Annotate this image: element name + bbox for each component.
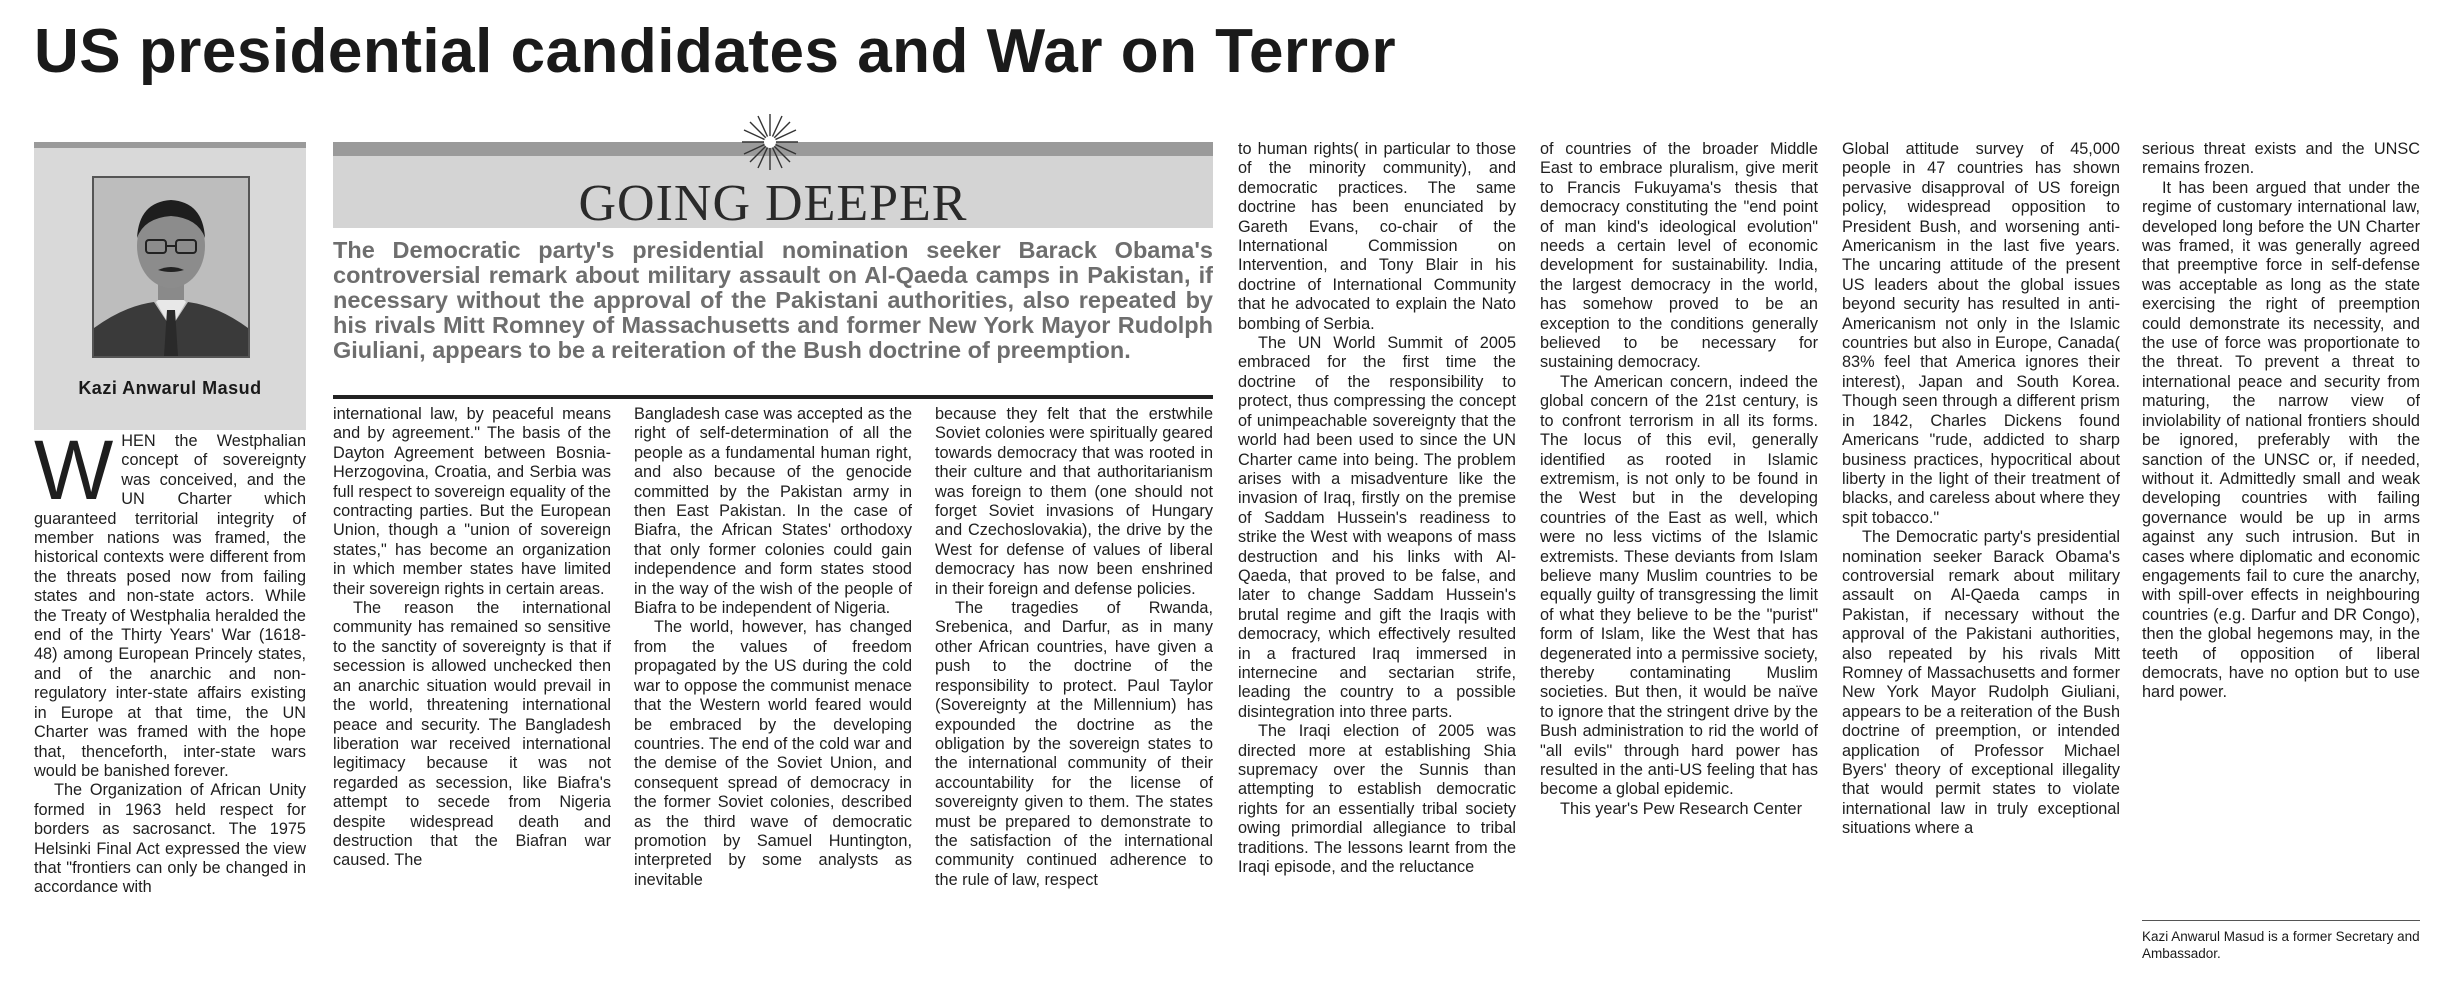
paragraph: The world, however, has changed from the values of freedom propagated by the US during the cold war to oppose the communist menace that the Western world feared would be embraced by the developing countries. The end of the cold war and the demise of the Soviet Union, and consequent spread of democracy in the former Soviet colonies, described as the third wave of democratic promotion by Samuel Huntington, interpreted by some analysts as inevitable	[634, 618, 912, 889]
paragraph: Bangladesh case was accepted as the right of self-determination of all the people as a fundamental human right, and also because of the genocide committed by the Pakistan army in then East Pakistan. In the case of Biafra, the African States' orthodoxy that only former colonies could gain independence and form states stood in the way of the wish of the people of Biafra to be independent of Nigeria.	[634, 405, 912, 618]
article-column-4	[935, 405, 1213, 999]
intro-summary: The Democratic party's presidential nomination seeker Barack Obama's controversial remark about military assault on Al-Qaeda camps in Pakistan, if necessary without the approval of the Pakistani authorities, also repeated by his rivals Mitt Romney of Massachusetts and former New York Mayor Rudolph Giuliani, appears to be a reiteration of the Bush doctrine of preemption.	[333, 237, 1213, 363]
paragraph: of countries of the broader Middle East to embrace pluralism, give merit to Francis Fukuyama's thesis that democracy constituting the "end point of man kind's ideological evolution" needs a certain level of economic development for sustainability. India, the largest democracy in the world, has somehow proved to be an exception to the conditions generally believed to be necessary for sustaining democracy.	[1540, 140, 1818, 372]
paragraph: HEN the Westphalian concept of sovereignty was conceived, and the UN Charter which guaranteed territorial integrity of member nations was framed, the historical contexts were different from the threats posed now from failing states and non-state actors. While the Treaty of Westphalia heralded the end of the Thirty Years' War (1618-48) among European Princely states, and of the anarchic and non-regulatory inter-state affairs existing in Europe at that time, the UN Charter was framed with the hope that, thenceforth, inter-state wars would be banished forever.	[34, 432, 306, 780]
article-column-6	[1540, 140, 1818, 999]
article-column-8	[2142, 140, 2420, 920]
article-column-5	[1238, 140, 1516, 999]
paragraph: serious threat exists and the UNSC remains frozen.	[2142, 140, 2420, 178]
article-column-7	[1842, 140, 2120, 999]
author-photo	[92, 176, 250, 358]
paragraph: because they felt that the erstwhile Soviet colonies were spiritually geared towards democracy that was rooted in their culture and that authoritarianism was foreign to them (one should not forget Soviet invasions of Hungary and Czechoslovakia), the drive by the West for defense of values of liberal democracy has now been enshrined in their foreign and defense policies.	[935, 405, 1213, 598]
divider	[333, 395, 1213, 399]
author-box	[34, 142, 306, 430]
paragraph: The Organization of African Unity formed in 1963 held respect for borders as sacrosanct. The 1975 Helsinki Final Act expressed the view that "frontiers can only be changed in accordance with	[34, 781, 306, 897]
paragraph: It has been argued that under the regime of customary international law, developed long before the UN Charter was framed, it was generally agreed that preemptive force in self-defense was acceptable as long as the state exercising the right of preemption could demonstrate its necessity, and the use of force was proportionate to the threat. To prevent a threat to international peace and security from maturing, the narrow view of inviolability of national frontiers should be ignored, preferably with the sanction of the UNSC or, if needed, without it. Admittedly small and weak developing countries with failing governance would be up in arms against any such intrusion. But in cases where diplomatic and economic engagements fail to cure the anarchy, with spill-over effects in neighbouring countries (e.g. Darfur and DR Congo), then the global hegemons may, in the teeth of opposition of liberal democrats, have no option but to use hard power.	[2142, 178, 2420, 702]
author-footnote: Kazi Anwarul Masud is a former Secretary and Ambassador.	[2142, 929, 2420, 961]
paragraph: Global attitude survey of 45,000 people in 47 countries has shown pervasive disapproval of US foreign policy, widespread opposition to President Bush, and worsening anti-Americanism in the last five years. The uncaring attitude of the present US leaders about the global issues beyond security has resulted in anti-Americanism not only in the Islamic countries but also in Europe, Canada( 83% feel that America ignores their interest), Japan and South Korea. Though seen through a different prism in 1842, Charles Dickens found Americans "rude, addicted to sharp business practices, hypocritical about liberty in the light of their treatment of blacks, and careless about where they spit tobacco."	[1842, 140, 2120, 527]
author-portrait-icon	[94, 178, 248, 356]
paragraph: The American concern, indeed the global concern of the 21st century, is to confront terrorism in all its forms. The locus of this evil, generally identified as rooted in Islamic extremism, is not only to be found in the West but in the developing countries of the East as well, which were no less victims of the Islamic extremists. These deviants from Islam believe many Muslim countries to be equally guilty of transgressing the limit of what they believe to be the "purist" form of Islam, like the West that has degenerated into a permissive society, thereby contaminating Muslim societies. But then, it would be naïve to ignore that the stringent drive by the Bush administration to rid the world of "all evils" through hard power has resulted in the anti-US feeling that has become a global epidemic.	[1540, 372, 1818, 799]
author-name: Kazi Anwarul Masud	[78, 378, 262, 398]
paragraph: international law, by peaceful means and by agreement." The basis of the Dayton Agreement between Bosnia-Herzogovina, Croatia, and Serbia was full respect to sovereign equality of the contracting parties. But the European Union, though a "union of sovereign states," has become an organization in which member states have limited their sovereign rights in certain areas.	[333, 405, 611, 598]
banner-label: GOING DEEPER	[578, 175, 968, 232]
paragraph: The tragedies of Rwanda, Srebenica, and Darfur, as in many other African countries, have given a push to the doctrine of the responsibility to protect. Paul Taylor (Sovereignty at the Millennium) has expounded the doctrine as the obligation by the sovereign states to the international community of their accountability for the license of sovereignty given to them. The states must be prepared to demonstrate to the satisfaction of the international community continued adherence to the rule of law, respect	[935, 599, 1213, 889]
article-column-1	[34, 432, 306, 999]
paragraph: The Democratic party's presidential nomination seeker Barack Obama's controversial remark about military assault on Al-Qaeda camps in Pakistan, if necessary without the approval of the Pakistani authorities, also repeated by his rivals Mitt Romney of Massachusetts and former New York Mayor Rudolph Giuliani, appears to be a reiteration of the Bush doctrine of preemption, or intended application of Professor Michael Byers' theory of exceptional illegality that would permit states to violate international law in truly exceptional situations where a	[1842, 528, 2120, 838]
starburst-icon	[740, 112, 800, 172]
drop-cap: W	[34, 432, 114, 517]
article-column-3	[634, 405, 912, 999]
paragraph: The Iraqi election of 2005 was directed more at establishing Shia supremacy over the Sunnis than attempting to establish democratic rights for an essentially tribal society owing primordial allegiance to tribal traditions. The lessons learnt from the Iraqi episode, and the reluctance	[1238, 722, 1516, 877]
paragraph: The UN World Summit of 2005 embraced for the first time the doctrine of the responsibility to protect, thus compressing the concept of unimpeachable sovereignty that the world had been used to since the UN Charter came into being. The problem arises with a misadventure like the invasion of Iraq, firstly on the premise of Saddam Hussein's readiness to strike the West with weapons of mass destruction and his links with Al-Qaeda, that proved to be false, and later to change Saddam Hussein's brutal regime and gift the Iraqis with democracy, which effectively resulted in a fractured Iraq immersed in internecine and sectarian strife, leading the country to a possible disintegration into three parts.	[1238, 334, 1516, 721]
article-column-2	[333, 405, 611, 999]
paragraph: to human rights( in particular to those of the minority community), and democratic practices. The same doctrine has been enunciated by Gareth Evans, co-chair of the International Commission on Intervention, and Tony Blair in his doctrine of International Community that he advocated to explain the Nato bombing of Serbia.	[1238, 140, 1516, 333]
paragraph: The reason the international community has remained so sensitive to the sanctity of sovereignty is that if secession is allowed unchecked then an anarchic situation would prevail in the world, threatening international peace and security. The Bangladesh liberation war received international legitimacy because it was not regarded as secession, like Biafra's attempt to secede from Nigeria despite widespread death and destruction that the Biafran war caused. The	[333, 599, 611, 870]
footnote-divider	[2142, 920, 2420, 921]
paragraph: This year's Pew Research Center	[1560, 799, 1802, 818]
page-title: US presidential candidates and War on Terror	[34, 17, 1397, 86]
